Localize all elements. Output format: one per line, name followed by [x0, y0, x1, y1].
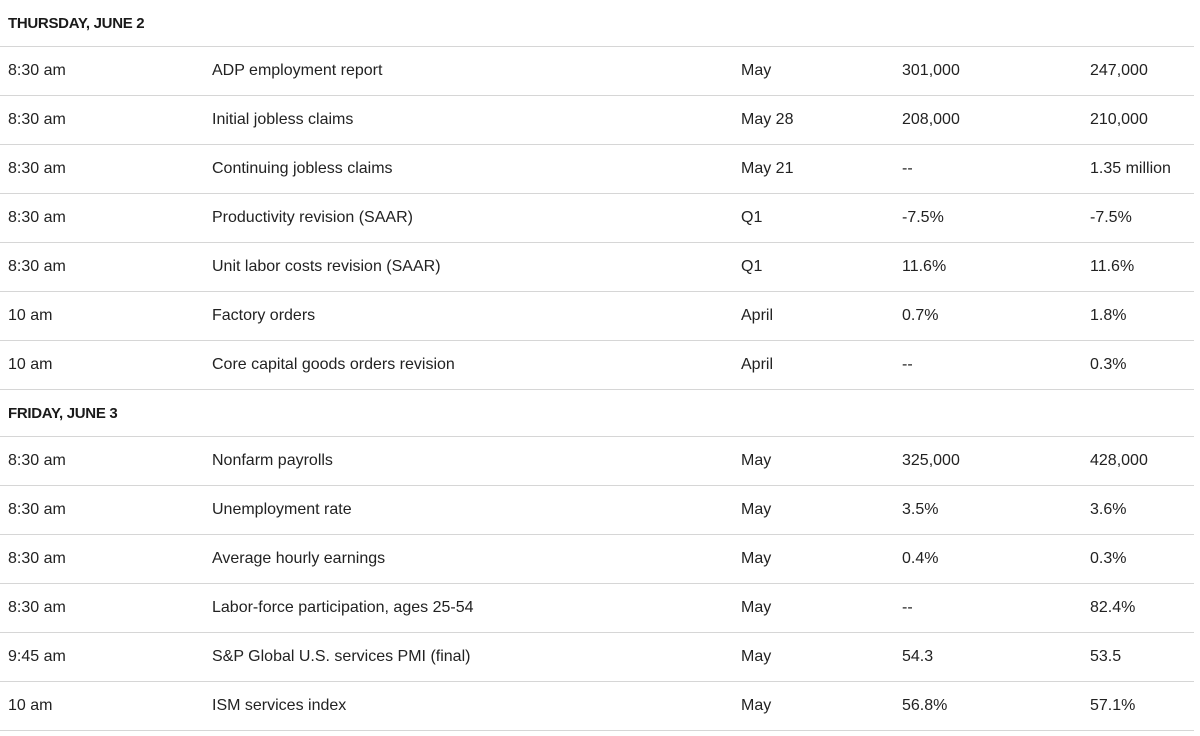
report-cell: Unit labor costs revision (SAAR)	[212, 258, 441, 275]
table-row	[0, 96, 1194, 145]
period-cell: May 21	[741, 160, 794, 177]
time-cell: 8:30 am	[8, 160, 66, 177]
time-cell: 8:30 am	[8, 258, 66, 275]
period-cell: May	[741, 62, 772, 79]
table-row	[0, 243, 1194, 292]
time-cell: 10 am	[8, 697, 53, 714]
period-cell: May	[741, 697, 772, 714]
time-cell: 8:30 am	[8, 452, 66, 469]
report-cell: Initial jobless claims	[212, 111, 354, 128]
forecast-cell: 301,000	[902, 62, 960, 79]
period-cell: April	[741, 307, 774, 324]
period-cell: April	[741, 356, 774, 373]
table-row	[0, 584, 1194, 633]
report-cell: ISM services index	[212, 697, 347, 714]
table-row	[0, 486, 1194, 535]
forecast-cell: 325,000	[902, 452, 960, 469]
previous-cell: 0.3%	[1090, 356, 1127, 373]
time-cell: 8:30 am	[8, 501, 66, 518]
table-row	[0, 341, 1194, 390]
period-cell: May	[741, 452, 772, 469]
report-cell: ADP employment report	[212, 62, 383, 79]
period-cell: May	[741, 599, 772, 616]
time-cell: 8:30 am	[8, 550, 66, 567]
table-row	[0, 535, 1194, 584]
table-row	[0, 194, 1194, 243]
table-row	[0, 682, 1194, 731]
previous-cell: -7.5%	[1090, 209, 1132, 226]
previous-cell: 3.6%	[1090, 501, 1127, 518]
forecast-cell: --	[902, 160, 913, 177]
previous-cell: 0.3%	[1090, 550, 1127, 567]
previous-cell: 247,000	[1090, 62, 1148, 79]
previous-cell: 1.35 million	[1090, 160, 1171, 177]
forecast-cell: 11.6%	[902, 258, 947, 275]
previous-cell: 82.4%	[1090, 599, 1136, 616]
forecast-cell: --	[902, 599, 913, 616]
table-row	[0, 145, 1194, 194]
table-row	[0, 47, 1194, 96]
time-cell: 8:30 am	[8, 62, 66, 79]
forecast-cell: 3.5%	[902, 501, 939, 518]
report-cell: Core capital goods orders revision	[212, 356, 455, 373]
report-cell: Unemployment rate	[212, 501, 352, 518]
report-cell: Average hourly earnings	[212, 550, 386, 567]
forecast-cell: --	[902, 356, 913, 373]
forecast-cell: 0.4%	[902, 550, 939, 567]
day-header: THURSDAY, JUNE 2	[0, 0, 1194, 47]
period-cell: Q1	[741, 209, 763, 226]
period-cell: May	[741, 501, 772, 518]
previous-cell: 1.8%	[1090, 307, 1127, 324]
previous-cell: 428,000	[1090, 452, 1148, 469]
report-cell: Productivity revision (SAAR)	[212, 209, 413, 226]
forecast-cell: -7.5%	[902, 209, 944, 226]
table-row	[0, 633, 1194, 682]
time-cell: 9:45 am	[8, 648, 66, 665]
previous-cell: 210,000	[1090, 111, 1148, 128]
forecast-cell: 54.3	[902, 648, 934, 665]
period-cell: May	[741, 648, 772, 665]
report-cell: Labor-force participation, ages 25-54	[212, 599, 474, 616]
day-header: FRIDAY, JUNE 3	[0, 390, 1194, 437]
time-cell: 8:30 am	[8, 209, 66, 226]
time-cell: 10 am	[8, 356, 53, 373]
report-cell: Nonfarm payrolls	[212, 452, 333, 469]
report-cell: Factory orders	[212, 307, 316, 324]
time-cell: 10 am	[8, 307, 53, 324]
previous-cell: 53.5	[1090, 648, 1122, 665]
forecast-cell: 0.7%	[902, 307, 939, 324]
table-row	[0, 292, 1194, 341]
period-cell: Q1	[741, 258, 763, 275]
time-cell: 8:30 am	[8, 599, 66, 616]
table-row	[0, 437, 1194, 486]
report-cell: S&P Global U.S. services PMI (final)	[212, 648, 471, 665]
time-cell: 8:30 am	[8, 111, 66, 128]
previous-cell: 57.1%	[1090, 697, 1136, 714]
report-cell: Continuing jobless claims	[212, 160, 393, 177]
forecast-cell: 56.8%	[902, 697, 948, 714]
previous-cell: 11.6%	[1090, 258, 1135, 275]
forecast-cell: 208,000	[902, 111, 960, 128]
period-cell: May 28	[741, 111, 794, 128]
period-cell: May	[741, 550, 772, 567]
